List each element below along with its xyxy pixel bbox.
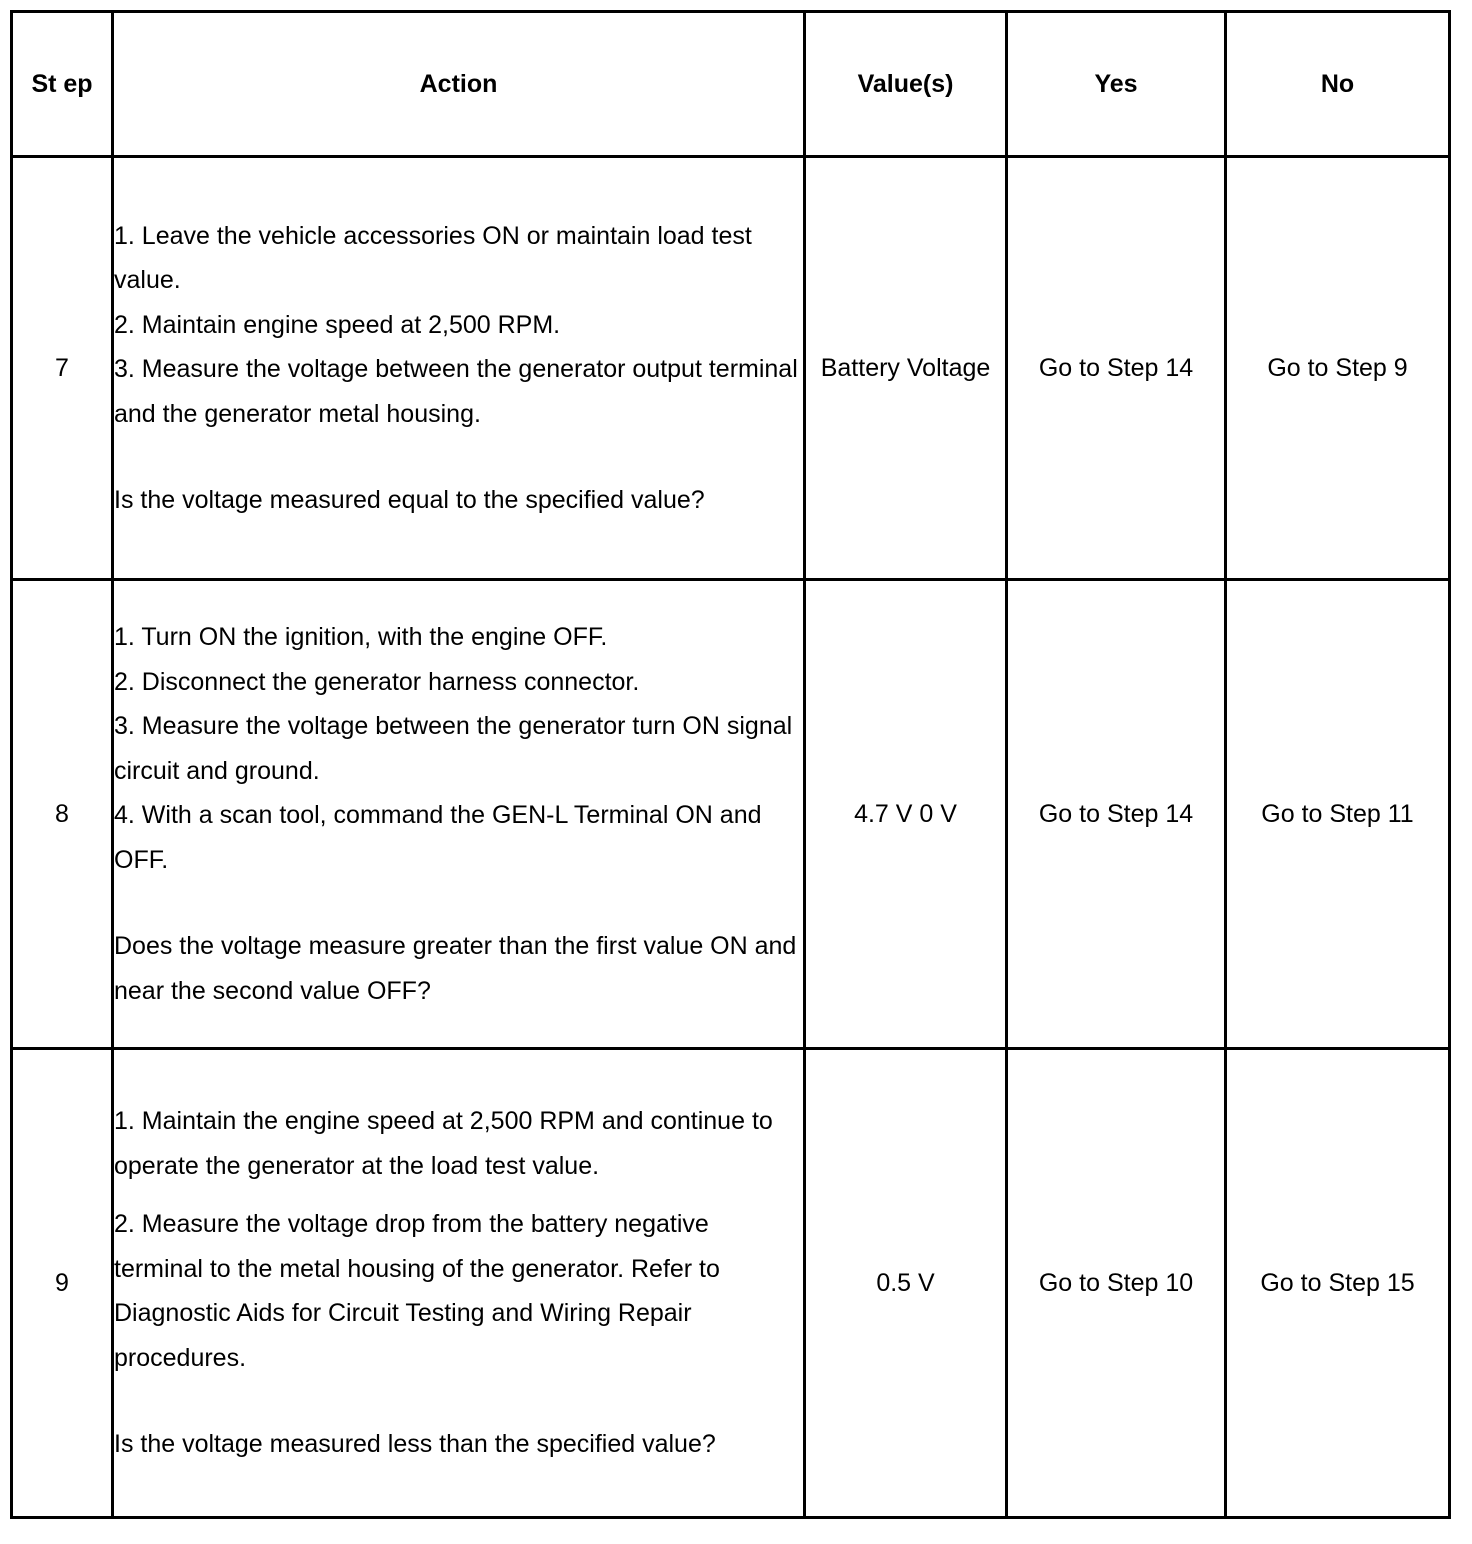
no-cell: Go to Step 15 [1226,1049,1450,1518]
header-row [12,12,1450,157]
action-question: Does the voltage measure greater than the first value ON and near the second value OFF? [114,932,797,1005]
header-yes: Yes [1007,12,1226,157]
action-item: 1. Leave the vehicle accessories ON or maintain load test value. [114,221,752,294]
yes-cell: Go to Step 14 [1007,580,1226,1049]
action-item: 4. With a scan tool, command the GEN-L Terminal ON and OFF. [114,801,762,874]
action-item: 2. Measure the voltage drop from the battery negative terminal to the metal housing of the generator. Refer to Diagnostic Aids for Circuit Testing and Wiring Repair procedures. [114,1210,720,1372]
header-values: Value(s) [805,12,1007,157]
step-number: 8 [12,580,113,1049]
header-step: St ep [12,12,113,157]
header-action: Action [113,12,805,157]
action-item: 3. Measure the voltage between the generator turn ON signal circuit and ground. [114,712,793,785]
diagnostic-table [10,10,1451,1519]
value-cell: 4.7 V 0 V [805,580,1007,1049]
action-cell [113,580,805,1049]
action-item: 1. Maintain the engine speed at 2,500 RPM and continue to operate the generator at the load test value. [114,1107,773,1180]
action-question: Is the voltage measured less than the specified value? [114,1430,716,1459]
value-cell: Battery Voltage [805,157,1007,580]
no-cell: Go to Step 9 [1226,157,1450,580]
action-cell [113,1049,805,1518]
step-number: 7 [12,157,113,580]
action-item: 3. Measure the voltage between the generator output terminal and the generator metal housing. [114,355,798,428]
step-number: 9 [12,1049,113,1518]
table-row [12,1049,1450,1518]
action-cell [113,157,805,580]
value-cell: 0.5 V [805,1049,1007,1518]
header-no: No [1226,12,1450,157]
action-item: 1. Turn ON the ignition, with the engine OFF. [114,623,608,651]
no-cell: Go to Step 11 [1226,580,1450,1049]
table-row [12,580,1450,1049]
action-question: Is the voltage measured equal to the specified value? [114,486,705,514]
yes-cell: Go to Step 14 [1007,157,1226,580]
yes-cell: Go to Step 10 [1007,1049,1226,1518]
action-item: 2. Maintain engine speed at 2,500 RPM. [114,310,561,339]
table-row [12,157,1450,580]
action-item: 2. Disconnect the generator harness connector. [114,667,640,696]
